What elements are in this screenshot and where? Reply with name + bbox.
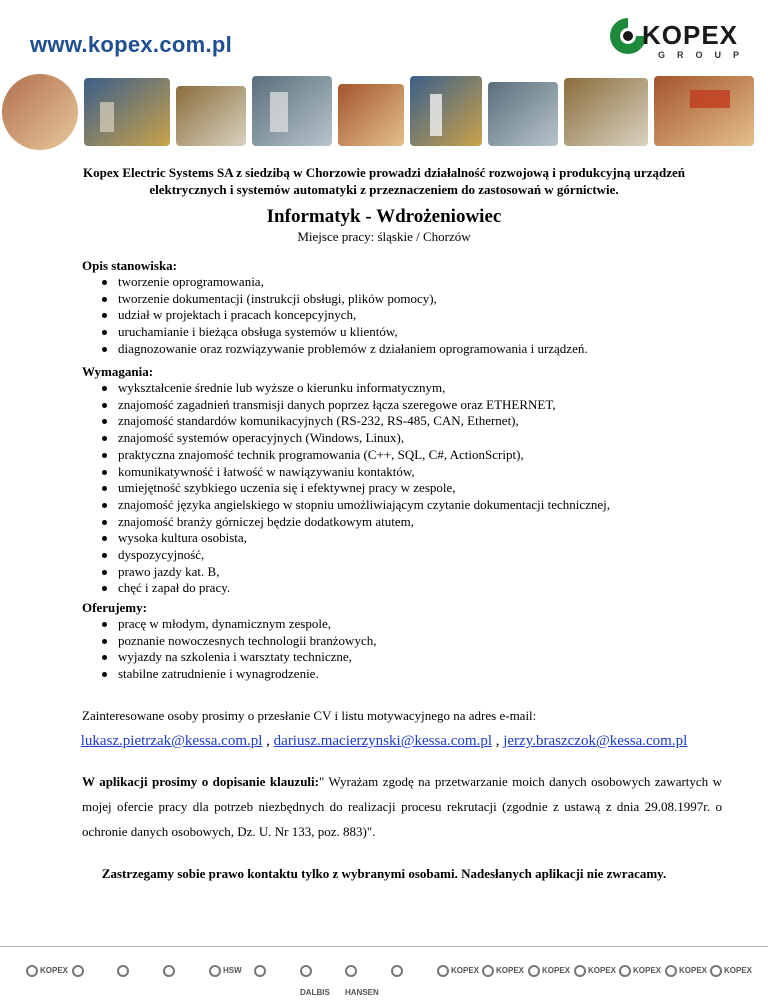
list-item: prawo jazdy kat. B,	[82, 564, 722, 581]
group-company-logo	[710, 960, 752, 982]
company-logo-text: KOPEX	[40, 966, 69, 975]
company-intro: Kopex Electric Systems SA z siedzibą w Chorzowie prowadzi działalność rozwojową i produkcyjną urządzeń elektrycznych i systemów automatyki z przeznaczeniem do zastosowań w górnictwie.	[83, 165, 685, 197]
list-item: tworzenie oprogramowania,	[82, 274, 722, 291]
list-item: wykształcenie średnie lub wyższe o kierunku informatycznym,	[82, 380, 722, 397]
list-item: znajomość branży górniczej będzie dodatkowym atutem,	[82, 514, 722, 531]
company-emblem-icon	[300, 965, 312, 977]
company-logo-text: HSW	[223, 966, 242, 975]
company-logo-text: KOPEX	[542, 966, 571, 975]
group-company-logo	[254, 960, 296, 982]
requirements-section	[82, 364, 722, 597]
clause-text: " Wyrażam zgodę na przetwarzanie moich danych osobowych zawartych w mojej ofercie pracy dla potrzeb niezbędnych do realizacji procesu rekrutacji (zgodnie z ustawą z dnia 29.08.1997r. o ochronie danych osobowych, Dz. U. Nr 133, poz. 883)".	[82, 774, 723, 839]
list-item: poznanie nowoczesnych technologii branżowych,	[82, 633, 722, 650]
email-link[interactable]: lukasz.pietrzak@kessa.com.pl	[80, 733, 263, 749]
page-header	[0, 0, 768, 70]
kopex-group-logo	[608, 14, 752, 66]
company-emblem-icon	[710, 965, 722, 977]
group-company-logo	[209, 960, 251, 982]
company-logo-text: KOPEX	[724, 966, 753, 975]
list-item: chęć i zapał do pracy.	[82, 580, 722, 597]
offer-heading: Oferujemy:	[82, 600, 147, 615]
company-emblem-icon	[482, 965, 494, 977]
email-link[interactable]: dariusz.macierzynski@kessa.com.pl	[273, 733, 492, 749]
list-item: komunikatywność i łatwość w nawiązywaniu kontaktów,	[82, 464, 722, 481]
list-item: znajomość standardów komunikacyjnych (RS-232, RS-485, CAN, Ethernet),	[82, 413, 722, 430]
company-emblem-icon	[574, 965, 586, 977]
company-emblem-icon	[209, 965, 221, 977]
company-logo-text: KOPEX	[633, 966, 662, 975]
offer-list	[82, 616, 722, 683]
list-item: wysoka kultura osobista,	[82, 530, 722, 547]
list-item: pracę w młodym, dynamicznym zespole,	[82, 616, 722, 633]
company-emblem-icon	[117, 965, 129, 977]
company-emblem-icon	[437, 965, 449, 977]
group-company-logo	[619, 960, 661, 982]
group-company-logo	[528, 960, 570, 982]
list-item: praktyczna znajomość technik programowania (C++, SQL, C#, ActionScript),	[82, 447, 722, 464]
group-company-logo	[665, 960, 707, 982]
list-item: tworzenie dokumentacji (instrukcji obsługi, plików pomocy),	[82, 291, 722, 308]
industrial-photo-strip	[0, 72, 768, 152]
site-url[interactable]: www.kopex.com.pl	[30, 32, 233, 57]
group-company-logo	[391, 960, 433, 982]
group-company-logo	[163, 960, 205, 982]
company-logo-text: HANSEN	[345, 988, 379, 997]
company-logo-text: DALBIS	[300, 988, 330, 997]
list-item: udział w projektach i pracach koncepcyjnych,	[82, 307, 722, 324]
apply-instructions: Zainteresowane osoby prosimy o przesłanie CV i listu motywacyjnego na adres e-mail:	[82, 708, 537, 723]
list-item: wyjazdy na szkolenia i warsztaty techniczne,	[82, 649, 722, 666]
clause-lead: W aplikacji prosimy o dopisanie klauzuli:	[82, 774, 319, 789]
group-company-logo	[300, 960, 342, 997]
group-company-logos	[26, 958, 756, 997]
company-logo-text: KOPEX	[588, 966, 617, 975]
offer-section	[82, 600, 722, 683]
company-logo-text: KOPEX	[451, 966, 480, 975]
list-item: dyspozycyjność,	[82, 547, 722, 564]
company-emblem-icon	[619, 965, 631, 977]
consent-clause	[82, 769, 722, 844]
company-emblem-icon	[72, 965, 84, 977]
group-company-logo	[117, 960, 159, 982]
logo-text: KOPEX	[642, 20, 739, 50]
company-emblem-icon	[528, 965, 540, 977]
group-company-logo	[574, 960, 616, 982]
company-logo-text: KOPEX	[496, 966, 525, 975]
list-item: uruchamianie i bieżąca obsługa systemów u klientów,	[82, 324, 722, 341]
company-emblem-icon	[391, 965, 403, 977]
email-list	[0, 733, 768, 750]
list-item: znajomość zagadnień transmisji danych poprzez łącza szeregowe oraz ETHERNET,	[82, 397, 722, 414]
group-company-logo	[345, 960, 387, 997]
group-company-logo	[437, 960, 479, 982]
footer-divider	[0, 946, 768, 947]
list-item: umiejętność szybkiego uczenia się i efektywnej pracy w zespole,	[82, 480, 722, 497]
photo-collage	[0, 72, 768, 152]
requirements-list	[82, 380, 722, 597]
list-item: diagnozowanie oraz rozwiązywanie problemów z działaniem oprogramowania i urządzeń.	[82, 341, 722, 358]
list-item: stabilne zatrudnienie i wynagrodzenie.	[82, 666, 722, 683]
duties-list	[82, 274, 722, 358]
email-link[interactable]: jerzy.braszczok@kessa.com.pl	[503, 733, 688, 749]
duties-section	[82, 258, 722, 358]
requirements-heading: Wymagania:	[82, 364, 154, 379]
email-separator: ,	[262, 733, 274, 749]
email-separator: ,	[491, 733, 504, 749]
logo-subtext: GROUP	[658, 50, 752, 60]
company-emblem-icon	[345, 965, 357, 977]
company-logo-text: KOPEX	[679, 966, 708, 975]
company-emblem-icon	[254, 965, 266, 977]
duties-heading: Opis stanowiska:	[82, 258, 177, 273]
group-company-logo	[72, 960, 114, 982]
list-item: znajomość systemów operacyjnych (Windows, Linux),	[82, 430, 722, 447]
company-emblem-icon	[665, 965, 677, 977]
contact-notice: Zastrzegamy sobie prawo kontaktu tylko z wybranymi osobami. Nadesłanych aplikacji nie zwracamy.	[101, 866, 667, 881]
list-item: znajomość języka angielskiego w stopniu umożliwiającym czytanie dokumentacji technicznej,	[82, 497, 722, 514]
company-emblem-icon	[26, 965, 38, 977]
company-emblem-icon	[163, 965, 175, 977]
group-company-logo	[26, 960, 68, 982]
group-company-logo	[482, 960, 524, 982]
job-location: Miejsce pracy: śląskie / Chorzów	[297, 229, 471, 244]
job-title: Informatyk - Wdrożeniowiec	[266, 206, 502, 227]
